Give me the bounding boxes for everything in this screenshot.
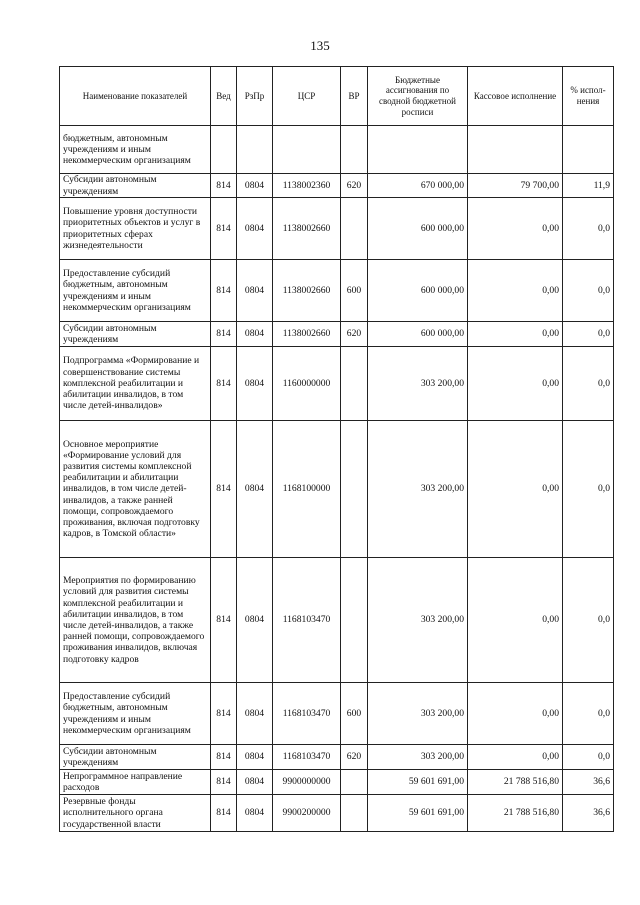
- row-ved: 814: [211, 770, 237, 795]
- table-row: [60, 260, 614, 322]
- row-csr: 1168100000: [273, 421, 341, 558]
- row-vr: 620: [341, 174, 368, 198]
- row-percent: 0,0: [563, 347, 614, 421]
- row-name: Предоставление субсидий бюджетным, автономным учреждениям и иным некоммерческим организациям: [60, 260, 211, 322]
- header-row: [60, 67, 614, 126]
- row-percent: 36,6: [563, 795, 614, 832]
- row-assignments: 600 000,00: [368, 260, 468, 322]
- table-row: [60, 347, 614, 421]
- row-vr: [341, 126, 368, 174]
- table-row: [60, 198, 614, 260]
- row-cash: 21 788 516,80: [468, 770, 563, 795]
- row-assignments: 303 200,00: [368, 558, 468, 683]
- table-row: [60, 770, 614, 795]
- row-cash: 0,00: [468, 421, 563, 558]
- row-ved: 814: [211, 745, 237, 770]
- row-csr: 9900000000: [273, 770, 341, 795]
- row-cash: 0,00: [468, 198, 563, 260]
- row-name: Основное мероприятие «Формирование условий для развития системы комплексной реабилитации и абилитации инвалидов, в том числе детей-инвалидов, а также ранней помощи, сопровождаемого проживания, включая подготовку кадров, в Томской области»: [60, 421, 211, 558]
- table-row: [60, 558, 614, 683]
- table-row: [60, 795, 614, 832]
- row-percent: 0,0: [563, 683, 614, 745]
- row-name: Подпрограмма «Формирование и совершенствование системы комплексной реабилитации и абилитации инвалидов, в том числе детей-инвалидов»: [60, 347, 211, 421]
- table-row: [60, 322, 614, 347]
- row-percent: 0,0: [563, 745, 614, 770]
- row-assignments: 600 000,00: [368, 322, 468, 347]
- row-ved: 814: [211, 347, 237, 421]
- row-percent: 0,0: [563, 322, 614, 347]
- header-csr: ЦСР: [273, 67, 341, 126]
- table-row: [60, 421, 614, 558]
- row-name: Предоставление субсидий бюджетным, автономным учреждениям и иным некоммерческим организациям: [60, 683, 211, 745]
- budget-table: [59, 66, 614, 832]
- row-assignments: 303 200,00: [368, 421, 468, 558]
- header-assignments: Бюджетные ассигнования по сводной бюджетной росписи: [368, 67, 468, 126]
- row-ved: 814: [211, 683, 237, 745]
- row-vr: 620: [341, 745, 368, 770]
- row-rzpr: 0804: [237, 421, 273, 558]
- row-name: Субсидии автономным учреждениям: [60, 174, 211, 198]
- row-cash: 0,00: [468, 683, 563, 745]
- row-csr: 1138002660: [273, 322, 341, 347]
- row-assignments: 303 200,00: [368, 347, 468, 421]
- row-cash: 21 788 516,80: [468, 795, 563, 832]
- row-rzpr: 0804: [237, 198, 273, 260]
- row-percent: 0,0: [563, 558, 614, 683]
- row-vr: [341, 198, 368, 260]
- row-assignments: 670 000,00: [368, 174, 468, 198]
- row-cash: 0,00: [468, 260, 563, 322]
- row-ved: 814: [211, 795, 237, 832]
- row-cash: 0,00: [468, 558, 563, 683]
- row-vr: [341, 795, 368, 832]
- row-rzpr: 0804: [237, 347, 273, 421]
- header-name: Наименование показателей: [60, 67, 211, 126]
- header-rzpr: РзПр: [237, 67, 273, 126]
- row-percent: [563, 126, 614, 174]
- row-rzpr: 0804: [237, 174, 273, 198]
- row-rzpr: 0804: [237, 770, 273, 795]
- row-ved: [211, 126, 237, 174]
- row-csr: 1168103470: [273, 745, 341, 770]
- row-csr: 1168103470: [273, 683, 341, 745]
- row-assignments: 303 200,00: [368, 745, 468, 770]
- row-name: Мероприятия по формированию условий для развития системы комплексной реабилитации и абилитации инвалидов, в том числе детей-инвалидов, а также ранней помощи, сопровождаемого проживания инвалидов, включая подготовку кадров: [60, 558, 211, 683]
- table-row: [60, 683, 614, 745]
- row-percent: 11,9: [563, 174, 614, 198]
- row-cash: 0,00: [468, 347, 563, 421]
- header-ved: Вед: [211, 67, 237, 126]
- row-cash: [468, 126, 563, 174]
- row-vr: 600: [341, 683, 368, 745]
- page-number: 135: [310, 38, 330, 53]
- row-rzpr: 0804: [237, 322, 273, 347]
- row-cash: 0,00: [468, 322, 563, 347]
- row-csr: 1168103470: [273, 558, 341, 683]
- header-vr: ВР: [341, 67, 368, 126]
- header-percent: % испол-нения: [563, 67, 614, 126]
- row-ved: 814: [211, 322, 237, 347]
- row-csr: 1138002660: [273, 260, 341, 322]
- row-percent: 36,6: [563, 770, 614, 795]
- row-csr: [273, 126, 341, 174]
- row-rzpr: 0804: [237, 795, 273, 832]
- row-vr: [341, 770, 368, 795]
- table-row: [60, 174, 614, 198]
- row-assignments: 59 601 691,00: [368, 795, 468, 832]
- row-name: Субсидии автономным учреждениям: [60, 745, 211, 770]
- row-name: Непрограммное направление расходов: [60, 770, 211, 795]
- row-rzpr: 0804: [237, 558, 273, 683]
- row-percent: 0,0: [563, 421, 614, 558]
- row-ved: 814: [211, 558, 237, 683]
- row-name: Субсидии автономным учреждениям: [60, 322, 211, 347]
- row-rzpr: 0804: [237, 260, 273, 322]
- row-vr: [341, 558, 368, 683]
- row-assignments: 303 200,00: [368, 683, 468, 745]
- row-percent: 0,0: [563, 198, 614, 260]
- row-csr: 9900200000: [273, 795, 341, 832]
- table-row: [60, 126, 614, 174]
- row-csr: 1160000000: [273, 347, 341, 421]
- row-vr: [341, 421, 368, 558]
- row-vr: [341, 347, 368, 421]
- row-cash: 79 700,00: [468, 174, 563, 198]
- row-csr: 1138002660: [273, 198, 341, 260]
- row-rzpr: 0804: [237, 683, 273, 745]
- row-name: бюджетным, автономным учреждениям и иным некоммерческим организациям: [60, 126, 211, 174]
- row-assignments: 600 000,00: [368, 198, 468, 260]
- table-row: [60, 745, 614, 770]
- row-cash: 0,00: [468, 745, 563, 770]
- row-rzpr: 0804: [237, 745, 273, 770]
- row-percent: 0,0: [563, 260, 614, 322]
- row-ved: 814: [211, 174, 237, 198]
- row-assignments: [368, 126, 468, 174]
- row-ved: 814: [211, 421, 237, 558]
- header-cash: Кассовое исполнение: [468, 67, 563, 126]
- row-csr: 1138002360: [273, 174, 341, 198]
- row-vr: 600: [341, 260, 368, 322]
- row-name: Повышение уровня доступности приоритетных объектов и услуг в приоритетных сферах жизнедеятельности: [60, 198, 211, 260]
- row-name: Резервные фонды исполнительного органа государственной власти: [60, 795, 211, 832]
- row-ved: 814: [211, 260, 237, 322]
- row-ved: 814: [211, 198, 237, 260]
- row-vr: 620: [341, 322, 368, 347]
- row-assignments: 59 601 691,00: [368, 770, 468, 795]
- row-rzpr: [237, 126, 273, 174]
